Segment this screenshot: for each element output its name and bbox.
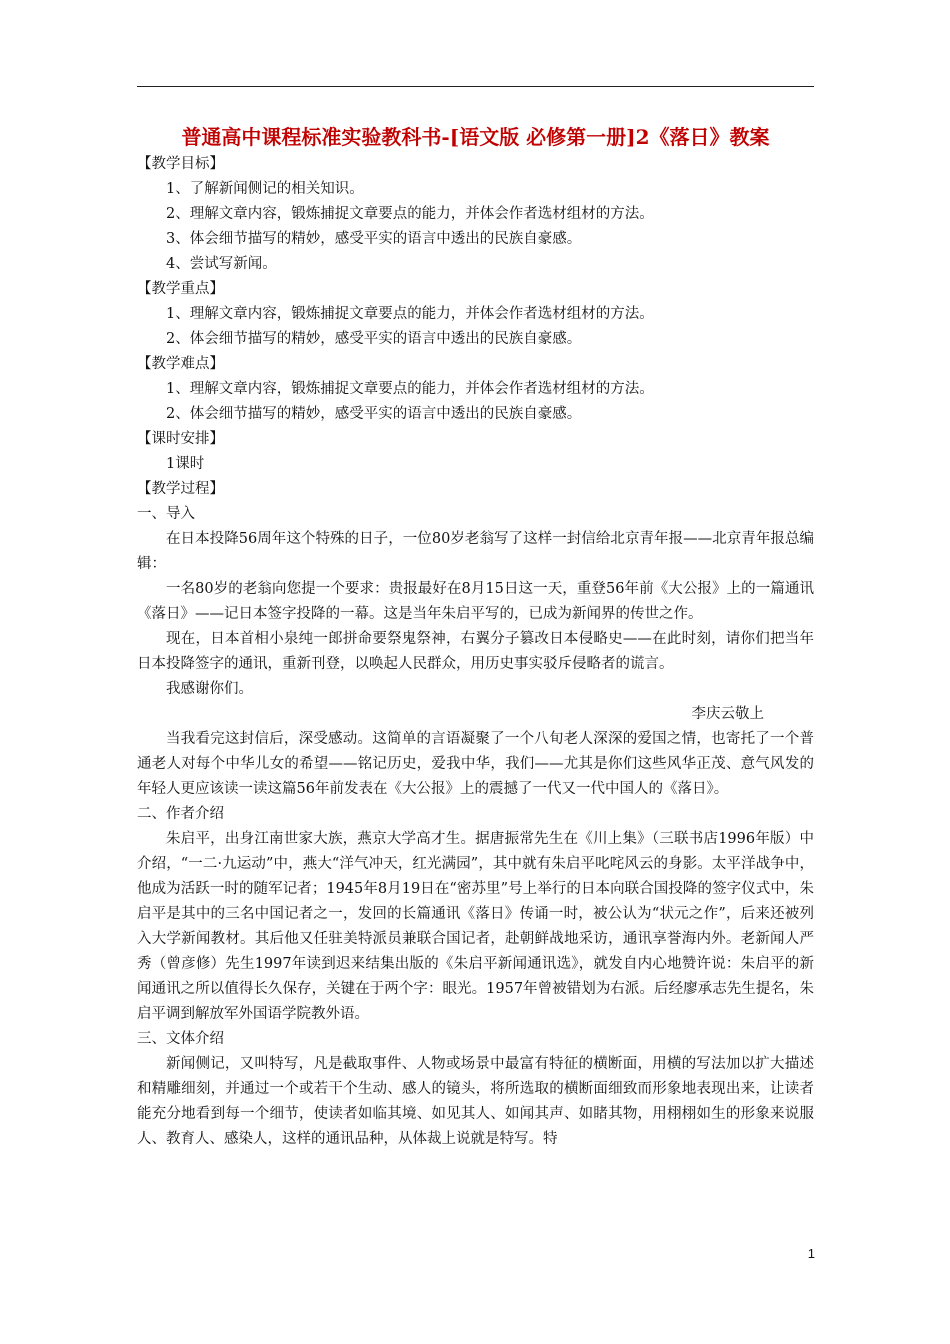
body-paragraph: 3、体会细节描写的精妙，感受平实的语言中透出的民族自豪感。 [166,231,582,247]
body-paragraph: 4、尝试写新闻。 [166,256,277,272]
body-paragraph: 在日本投降56周年这个特殊的日子，一位80岁老翁写了这样一封信给北京青年报——北京青年报总编辑： [137,531,814,572]
section-heading: 二、作者介绍 [137,806,224,822]
body-paragraph: 2、体会细节描写的精妙，感受平实的语言中透出的民族自豪感。 [166,406,582,422]
body-paragraph: 朱启平，出身江南世家大族，燕京大学高才生。据唐振常先生在《川上集》（三联书店1996年版）中介绍，“一二·九运动”中，燕大“洋气冲天，红光满园”，其中就有朱启平叱咤风云的身影。太平洋战争中，他成为活跃一时的随军记者；1945年8月19日在“密苏里”号上举行的日本向联合国投降的签字仪式中，朱启平是其中的三名中国记者之一，发回的长篇通讯《落日》传诵一时，被公认为“状元之作”，后来还被列入大学新闻教材。其后他又任驻美特派员兼联合国记者，赴朝鲜战地采访，通讯享誉海内外。老新闻人严秀（曾彦修）先生1997年读到迟来结集出版的《朱启平新闻通讯选》，就发自内心地赞许说：朱启平的新闻通讯之所以值得长久保存，关键在于两个字：眼光。1957年曾被错划为右派。后经廖承志先生提名，朱启平调到解放军外国语学院教外语。 [137,831,814,1022]
body-paragraph: 1、理解文章内容，锻炼捕捉文章要点的能力，并体会作者选材组材的方法。 [166,306,654,322]
section-heading: 【教学重点】 [137,281,224,297]
section-heading: 【教学目标】 [137,156,224,172]
body-paragraph: 1课时 [166,456,205,472]
section-heading: 【课时安排】 [137,431,224,447]
section-heading: 【教学难点】 [137,356,224,372]
section-heading: 一、导入 [137,506,195,522]
document-body [137,152,814,1152]
section-heading: 【教学过程】 [137,481,224,497]
body-paragraph: 一名80岁的老翁向您提一个要求：贵报最好在8月15日这一天，重登56年前《大公报》上的一篇通讯《落日》——记日本签字投降的一幕。这是当年朱启平写的，已成为新闻界的传世之作。 [137,581,814,622]
section-heading: 三、文体介绍 [137,1031,224,1047]
header-rule [137,86,814,87]
body-paragraph: 现在，日本首相小泉纯一郎拼命要祭鬼祭神，右翼分子篡改日本侵略史——在此时刻，请你们把当年日本投降签字的通讯，重新刊登，以唤起人民群众，用历史事实驳斥侵略者的谎言。 [137,631,814,672]
body-paragraph: 2、体会细节描写的精妙，感受平实的语言中透出的民族自豪感。 [166,331,582,347]
body-paragraph: 1、了解新闻侧记的相关知识。 [166,181,364,197]
body-paragraph: 当我看完这封信后，深受感动。这简单的言语凝聚了一个八旬老人深深的爱国之情，也寄托了一个普通老人对每个中华儿女的希望——铭记历史，爱我中华，我们——尤其是你们这些风华正茂、意气风发的年轻人更应该读一读这篇56年前发表在《大公报》上的震撼了一代又一代中国人的《落日》。 [137,731,814,797]
document-title: 普通高中课程标准实验教科书-[语文版 必修第一册]2《落日》教案 [181,125,770,149]
body-paragraph: 新闻侧记，又叫特写，凡是截取事件、人物或场景中最富有特征的横断面，用横的写法加以扩大描述和精雕细刻，并通过一个或若干个生动、感人的镜头，将所选取的横断面细致而形象地表现出来，让读者能充分地看到每一个细节，使读者如临其境、如见其人、如闻其声、如睹其物，用栩栩如生的形象来说服人、教育人、感染人，这样的通讯品种，从体裁上说就是特写。特 [137,1056,814,1147]
signature-line: 李庆云敬上 [691,706,764,722]
page-number: 1 [807,1246,815,1261]
body-paragraph: 我感谢你们。 [166,681,253,697]
body-paragraph: 1、理解文章内容，锻炼捕捉文章要点的能力，并体会作者选材组材的方法。 [166,381,654,397]
body-paragraph: 2、理解文章内容，锻炼捕捉文章要点的能力，并体会作者选材组材的方法。 [166,206,654,222]
